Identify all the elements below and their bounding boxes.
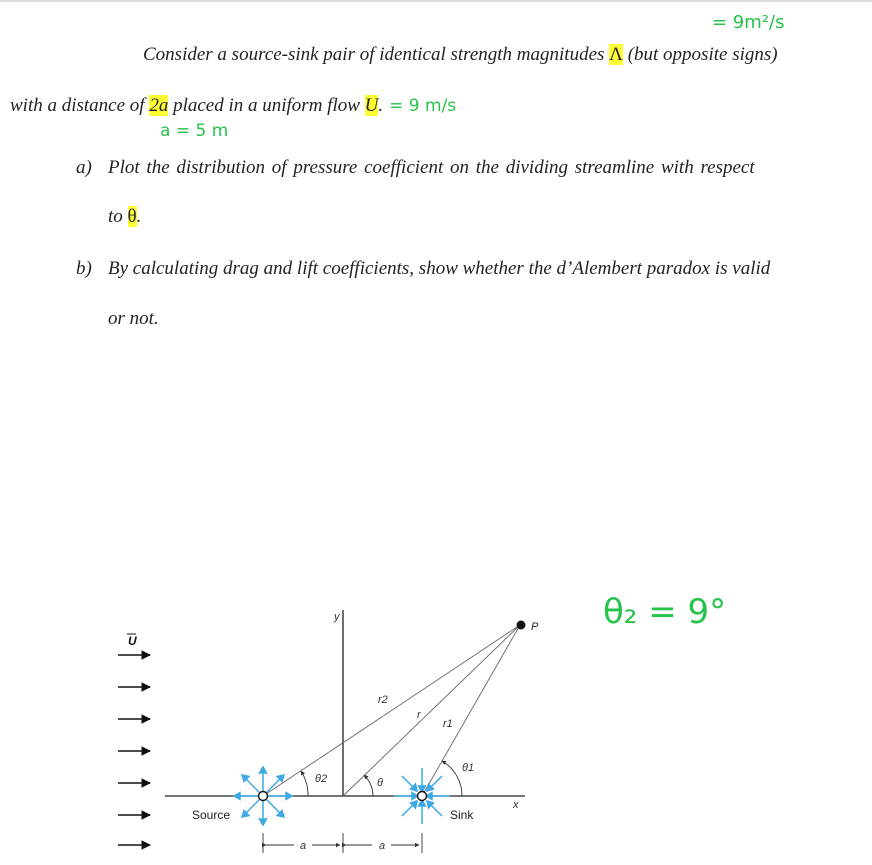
line1-post: (but opposite signs) (622, 44, 778, 65)
part-b-text-2: or not. (108, 308, 159, 329)
theta2-annotation: θ₂ = 9° (603, 592, 727, 632)
a-left-label: a (300, 840, 307, 852)
distance-annotation: a = 5 m (160, 121, 229, 141)
point-p-label: P (531, 621, 539, 633)
y-axis-label: y (334, 611, 340, 623)
theta-label: θ (377, 777, 383, 789)
sink-point (418, 792, 427, 801)
r-label: r (417, 709, 421, 721)
theta2-label: θ2 (315, 773, 328, 785)
r1-label: r1 (443, 718, 453, 730)
part-b-label: b) (76, 258, 92, 279)
part-a-text2-pre: to (108, 206, 128, 227)
x-axis-label: x (513, 799, 519, 811)
distance-symbol: 2a (149, 95, 169, 116)
point-p (517, 621, 526, 630)
theta-arc (364, 775, 373, 796)
line2-post: . (378, 95, 384, 116)
flow-symbol: U (364, 95, 379, 116)
position-rays (263, 625, 520, 796)
line2-pre: with a distance of (10, 95, 150, 116)
part-a-text2-post: . (136, 206, 142, 227)
source-point (259, 792, 268, 801)
strength-symbol: Λ (609, 44, 623, 65)
distance-dimension (263, 833, 422, 853)
r2-label: r2 (378, 694, 388, 706)
part-a-label: a) (76, 157, 92, 178)
theta1-arc (442, 761, 462, 796)
line1-pre: Consider a source-sink pair of identical strength magnitudes (143, 44, 610, 65)
part-a-text: Plot the distribution of pressure coefficient on the dividing streamline with respect (108, 157, 755, 178)
a-right-label: a (379, 840, 386, 852)
free-stream-arrows (118, 655, 150, 845)
line2-mid: placed in a uniform flow (168, 95, 365, 116)
theta2-arc (301, 771, 308, 796)
source-label: Source (192, 808, 231, 822)
theta-symbol: θ (127, 206, 137, 227)
sink-label: Sink (450, 808, 474, 822)
theta1-label: θ1 (462, 762, 475, 774)
strength-annotation: = 9m²/s (712, 12, 785, 33)
part-b-text: By calculating drag and lift coefficients, show whether the d’Alembert paradox is valid (108, 258, 771, 279)
free-stream-label: U (128, 634, 137, 648)
flow-annotation: = 9 m/s (389, 96, 457, 116)
